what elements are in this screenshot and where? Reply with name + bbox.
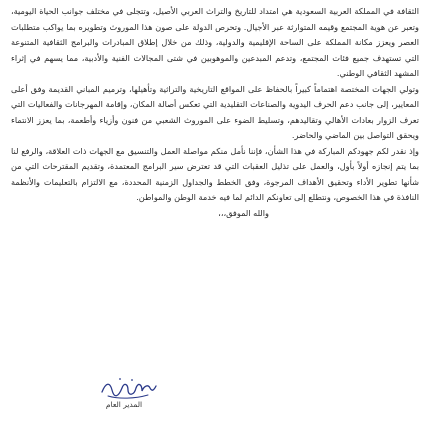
signatory-title: المدير العام [105, 400, 143, 409]
paragraph-3: وإذ نقدر لكم جهودكم المباركة في هذا الشأن، فإننا نأمل منكم مواصلة العمل والتنسيق مع الجهات ذات العلاقة، والرفع لنا بما يتم إنجازه أولاً بأول، والعمل على تذليل العقبات التي قد تعترض سير البرامج المعتمدة، وتقديم المقترحات التي من شأنها تطوير الأداء وتحقيق الأهداف المرجوة، وفق الخطط والجداول الزمنية المحددة، مع الالتزام بالتعليمات والأنظمة النافذة في هذا الخصوص، ونتطلع إلى تعاونكم الدائم لما فيه خدمة الوطن والمواطن. [11, 145, 419, 202]
paragraph-1: الثقافة في المملكة العربية السعودية هي امتداد للتاريخ والتراث العربي الأصيل، وتتجلى في مختلف جوانب الحياة اليومية، وتعبر عن هوية المجتمع وقيمه المتوارثة عبر الأجيال. وتحرص الدولة على صون هذا الموروث وتطويره بما يواكب متطلبات العصر ويعزز مكانة المملكة على الساحة الإقليمية والدولية، وذلك من خلال إطلاق المبادرات والبرامج الثقافية المتنوعة التي تستهدف جميع فئات المجتمع، وتدعم المبدعين والموهوبين في شتى المجالات الفنية والأدبية، مما يسهم في إثراء المشهد الثقافي الوطني. [11, 6, 419, 78]
closing-line: والله الموفق،،، [218, 207, 269, 218]
paragraph-2: وتولي الجهات المختصة اهتماماً كبيراً بالحفاظ على المواقع التاريخية والتراثية وتأهيلها، وترميم المباني القديمة وفق أعلى المعايير، إلى جانب دعم الحرف اليدوية والصناعات التقليدية التي تعكس أصالة المكان، وإقامة المهرجانات والفعاليات التي تعرف الزوار بعادات الأهالي وتقاليدهم، وتسليط الضوء على الموروث الشعبي من فنون وأزياء وأطعمة، بما يعزز الانتماء ويحقق التواصل بين الماضي والحاضر. [11, 83, 419, 140]
handwritten-signature [98, 374, 158, 402]
letter-body [11, 4, 419, 221]
